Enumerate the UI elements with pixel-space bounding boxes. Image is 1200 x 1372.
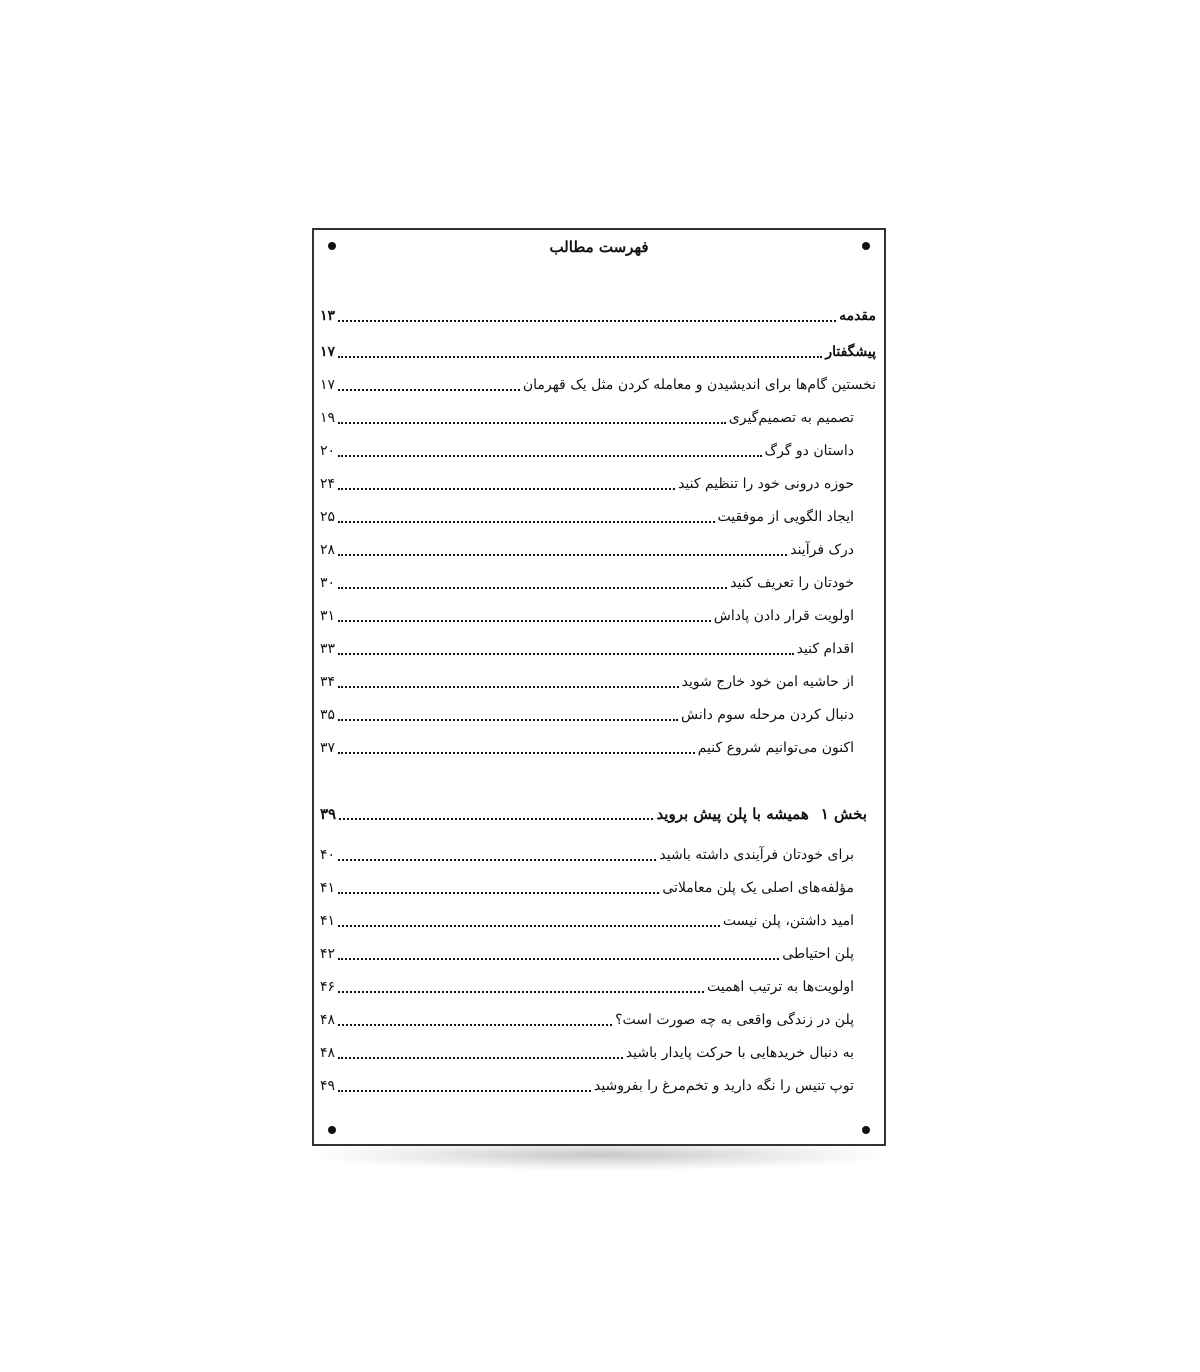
toc-entry-page: ۴۱ bbox=[320, 880, 336, 896]
toc-entry-title: برای خودتان فرآیندی داشته باشید bbox=[659, 847, 854, 863]
dot-leader bbox=[338, 1057, 623, 1059]
toc-entry[interactable] bbox=[320, 843, 876, 867]
toc-entry-page: ۳۷ bbox=[320, 740, 336, 756]
toc-entry-page: ۱۷ bbox=[320, 344, 336, 360]
toc-entry[interactable] bbox=[320, 373, 876, 397]
dot-leader bbox=[338, 719, 678, 721]
toc-entry-page: ۴۶ bbox=[320, 979, 336, 995]
toc-entry-page: ۱۳ bbox=[320, 308, 336, 324]
dot-leader bbox=[338, 752, 695, 754]
toc-entry-page: ۴۸ bbox=[320, 1045, 336, 1061]
toc-entry-title: حوزه درونی خود را تنظیم کنید bbox=[678, 476, 854, 492]
toc-entry-title: تصمیم به تصمیم‌گیری bbox=[728, 410, 854, 426]
part-label: بخش ۱ bbox=[820, 805, 867, 823]
toc-entry-title: پلن احتیاطی bbox=[782, 946, 854, 962]
dot-leader bbox=[338, 991, 704, 993]
toc-entry-title: دنبال کردن مرحله سوم دانش bbox=[680, 707, 854, 723]
toc-entry-title: پیشگفتار bbox=[825, 344, 876, 360]
dot-leader bbox=[338, 686, 679, 688]
dot-leader bbox=[338, 521, 714, 523]
toc-entry[interactable] bbox=[320, 472, 876, 496]
toc-entry-page: ۴۲ bbox=[320, 946, 336, 962]
toc-entry[interactable] bbox=[320, 909, 876, 933]
toc-entry-page: ۳۰ bbox=[320, 575, 336, 591]
toc-entry-page: ۱۷ bbox=[320, 377, 336, 393]
toc-entry[interactable] bbox=[320, 736, 876, 760]
part-heading-title bbox=[656, 805, 876, 823]
part-heading[interactable] bbox=[320, 802, 876, 826]
page-title: فهرست مطالب bbox=[549, 238, 649, 256]
dot-leader bbox=[338, 389, 520, 391]
dot-leader bbox=[338, 320, 836, 322]
toc-entry-page: ۴۰ bbox=[320, 847, 336, 863]
corner-dot-icon bbox=[862, 1126, 870, 1134]
toc-entry-page: ۳۳ bbox=[320, 641, 336, 657]
toc-entry[interactable] bbox=[320, 304, 876, 328]
toc-entry-title: اقدام کنید bbox=[796, 641, 854, 657]
toc-entry-title: نخستین گام‌ها برای اندیشیدن و معامله کردن مثل یک قهرمان bbox=[522, 377, 876, 393]
toc-entry-title: خودتان را تعریف کنید bbox=[730, 575, 854, 591]
dot-leader bbox=[338, 1090, 591, 1092]
toc-entry-page: ۳۴ bbox=[320, 674, 336, 690]
dot-leader bbox=[338, 587, 727, 589]
toc-entry-title: پلن در زندگی واقعی به چه صورت است؟ bbox=[615, 1012, 854, 1028]
dot-leader bbox=[338, 554, 787, 556]
toc-entry-title: اولویت قرار دادن پاداش bbox=[713, 608, 854, 624]
toc-entry-title: به دنبال خریدهایی با حرکت پایدار باشید bbox=[625, 1045, 854, 1061]
toc-entry[interactable] bbox=[320, 703, 876, 727]
dot-leader bbox=[338, 488, 675, 490]
toc-entry-page: ۲۸ bbox=[320, 542, 336, 558]
toc-entry-title: امید داشتن، پلن نیست bbox=[722, 913, 854, 929]
toc-page bbox=[312, 228, 886, 1146]
toc-entry[interactable] bbox=[320, 942, 876, 966]
toc-entry[interactable] bbox=[320, 670, 876, 694]
toc-entry[interactable] bbox=[320, 538, 876, 562]
toc-entry-title: از حاشیه امن خود خارج شوید bbox=[681, 674, 854, 690]
part-title: همیشه با پلن پیش بروید bbox=[656, 805, 809, 823]
toc-entry[interactable] bbox=[320, 876, 876, 900]
toc-entry-page: ۳۹ bbox=[320, 805, 337, 823]
toc-entry-page: ۴۱ bbox=[320, 913, 336, 929]
toc-entry[interactable] bbox=[320, 975, 876, 999]
toc-entry[interactable] bbox=[320, 505, 876, 529]
toc-entry-page: ۳۵ bbox=[320, 707, 336, 723]
toc-entry-title: درک فرآیند bbox=[790, 542, 854, 558]
toc-entry[interactable] bbox=[320, 1008, 876, 1032]
toc-entry[interactable] bbox=[320, 439, 876, 463]
toc-entry-page: ۳۱ bbox=[320, 608, 336, 624]
toc-entry[interactable] bbox=[320, 604, 876, 628]
toc-entry-title: مقدمه bbox=[839, 308, 876, 324]
toc-entry-title: داستان دو گرگ bbox=[764, 443, 854, 459]
toc-entry[interactable] bbox=[320, 571, 876, 595]
dot-leader bbox=[338, 653, 794, 655]
toc-entry-title: ایجاد الگویی از موفقیت bbox=[717, 509, 854, 525]
toc-entry[interactable] bbox=[320, 406, 876, 430]
dot-leader bbox=[338, 422, 726, 424]
toc-entry-page: ۴۸ bbox=[320, 1012, 336, 1028]
toc-entry-title: مؤلفه‌های اصلی یک پلن معاملاتی bbox=[662, 880, 854, 896]
corner-dot-icon bbox=[328, 1126, 336, 1134]
dot-leader bbox=[338, 958, 779, 960]
toc-entry-title: اولویت‌ها به ترتیب اهمیت bbox=[706, 979, 854, 995]
dot-leader bbox=[338, 620, 711, 622]
toc-entry-page: ۴۹ bbox=[320, 1078, 336, 1094]
dot-leader bbox=[338, 1024, 612, 1026]
toc-entry-title: اکنون می‌توانیم شروع کنیم bbox=[697, 740, 854, 756]
toc-entry-page: ۲۵ bbox=[320, 509, 336, 525]
toc-entry-page: ۱۹ bbox=[320, 410, 336, 426]
toc-entry-title: توپ تنیس را نگه دارید و تخم‌مرغ را بفروشید bbox=[593, 1078, 854, 1094]
dot-leader bbox=[338, 356, 822, 358]
toc-entry-page: ۲۰ bbox=[320, 443, 336, 459]
toc-entry[interactable] bbox=[320, 1074, 876, 1098]
dot-leader bbox=[338, 859, 656, 861]
dot-leader bbox=[338, 892, 659, 894]
dot-leader bbox=[338, 925, 720, 927]
toc-entry[interactable] bbox=[320, 1041, 876, 1065]
toc-entry-page: ۲۴ bbox=[320, 476, 336, 492]
dot-leader bbox=[338, 455, 762, 457]
dot-leader bbox=[339, 818, 653, 820]
toc-entry[interactable] bbox=[320, 340, 876, 364]
toc-entry[interactable] bbox=[320, 637, 876, 661]
